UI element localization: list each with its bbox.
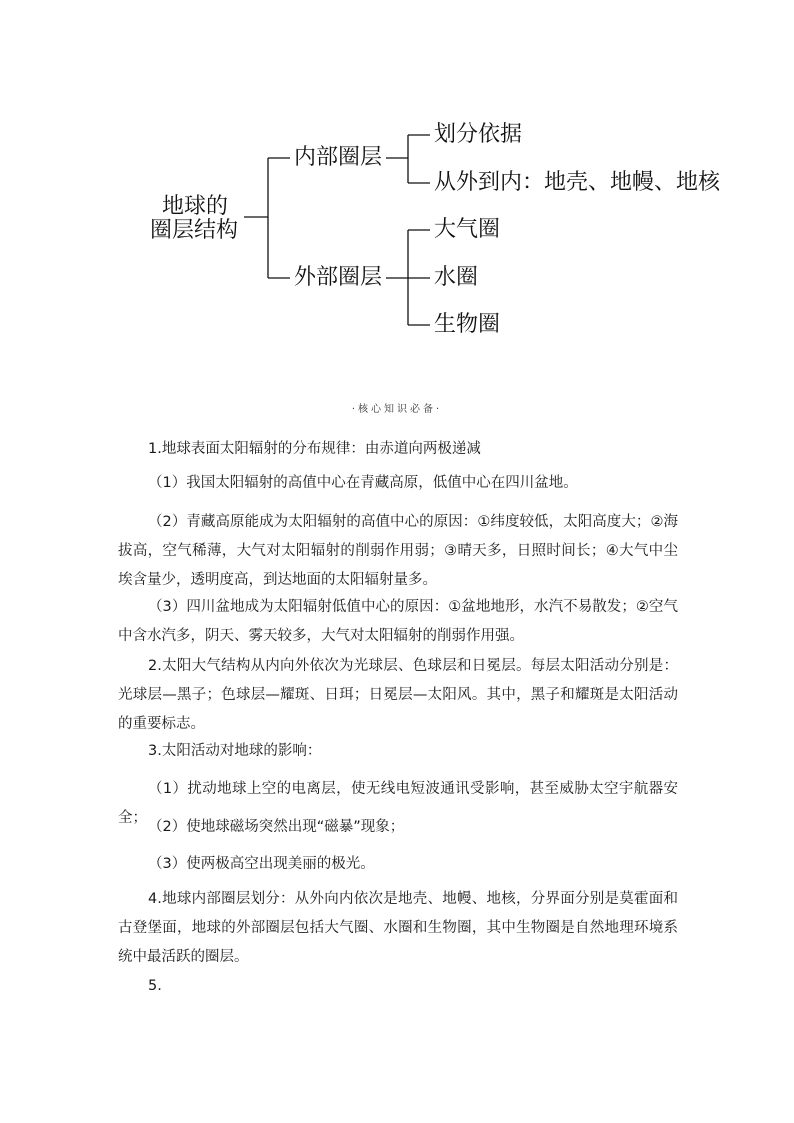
outer-child-3: 生物圈 <box>434 312 501 337</box>
outer-child-1: 大气圈 <box>434 217 501 242</box>
outer-sphere-label: 外部圈层 <box>294 265 383 290</box>
inner-child-2: 从外到内：地壳、地幔、地核 <box>434 170 721 195</box>
inner-sphere-label: 内部圈层 <box>294 145 383 170</box>
paragraph-10: 4.地球内部圈层划分：从外向内依次是地壳、地幔、地核，分界面分别是莫霍面和古登堡面，地球的外部圈层包括大气圈、水圈和生物圈，其中生物圈是自然地理环境系统中最活跃的圈层。 <box>118 891 678 965</box>
paragraph-11: 5. <box>148 978 162 994</box>
paragraph-7: （1）扰动地球上空的电离层，使无线电短波通讯受影响，甚至威胁太空宇航器安全； <box>118 781 678 826</box>
section-heading: ·核心知识必备· <box>351 404 443 415</box>
root-label-line2: 圈层结构 <box>150 218 239 243</box>
outer-child-2: 水圈 <box>434 265 479 290</box>
earth-sphere-structure-diagram <box>0 0 794 360</box>
paragraph-3: （2）青藏高原能成为太阳辐射的高值中心的原因：①纬度较低，太阳高度大；②海拔高，空气稀薄，大气对太阳辐射的削弱作用弱；③晴天多，日照时间长；④大气中尘埃含量少，透明度高，到达地面的太阳辐射量多。 <box>118 514 678 588</box>
paragraph-1: 1.地球表面太阳辐射的分布规律：由赤道向两极递减 <box>148 441 481 457</box>
paragraph-2: （1）我国太阳辐射的高值中心在青藏高原，低值中心在四川盆地。 <box>148 475 578 491</box>
inner-child-1: 划分依据 <box>434 122 523 147</box>
paragraph-8: （2）使地球磁场突然出现“磁暴”现象； <box>148 819 405 835</box>
root-label-line1: 地球的 <box>162 194 229 219</box>
paragraph-5: 2.太阳大气结构从内向外依次为光球层、色球层和日冕层。每层太阳活动分别是：光球层—黑子；色球层—耀斑、日珥；日冕层—太阳风。其中，黑子和耀斑是太阳活动的重要标志。 <box>118 658 678 732</box>
paragraph-4: （3）四川盆地成为太阳辐射低值中心的原因：①盆地地形，水汽不易散发；②空气中含水汽多，阴天、雾天较多，大气对太阳辐射的削弱作用强。 <box>118 599 678 644</box>
paragraph-6: 3.太阳活动对地球的影响： <box>148 743 322 759</box>
paragraph-9: （3）使两极高空出现美丽的极光。 <box>148 856 375 872</box>
